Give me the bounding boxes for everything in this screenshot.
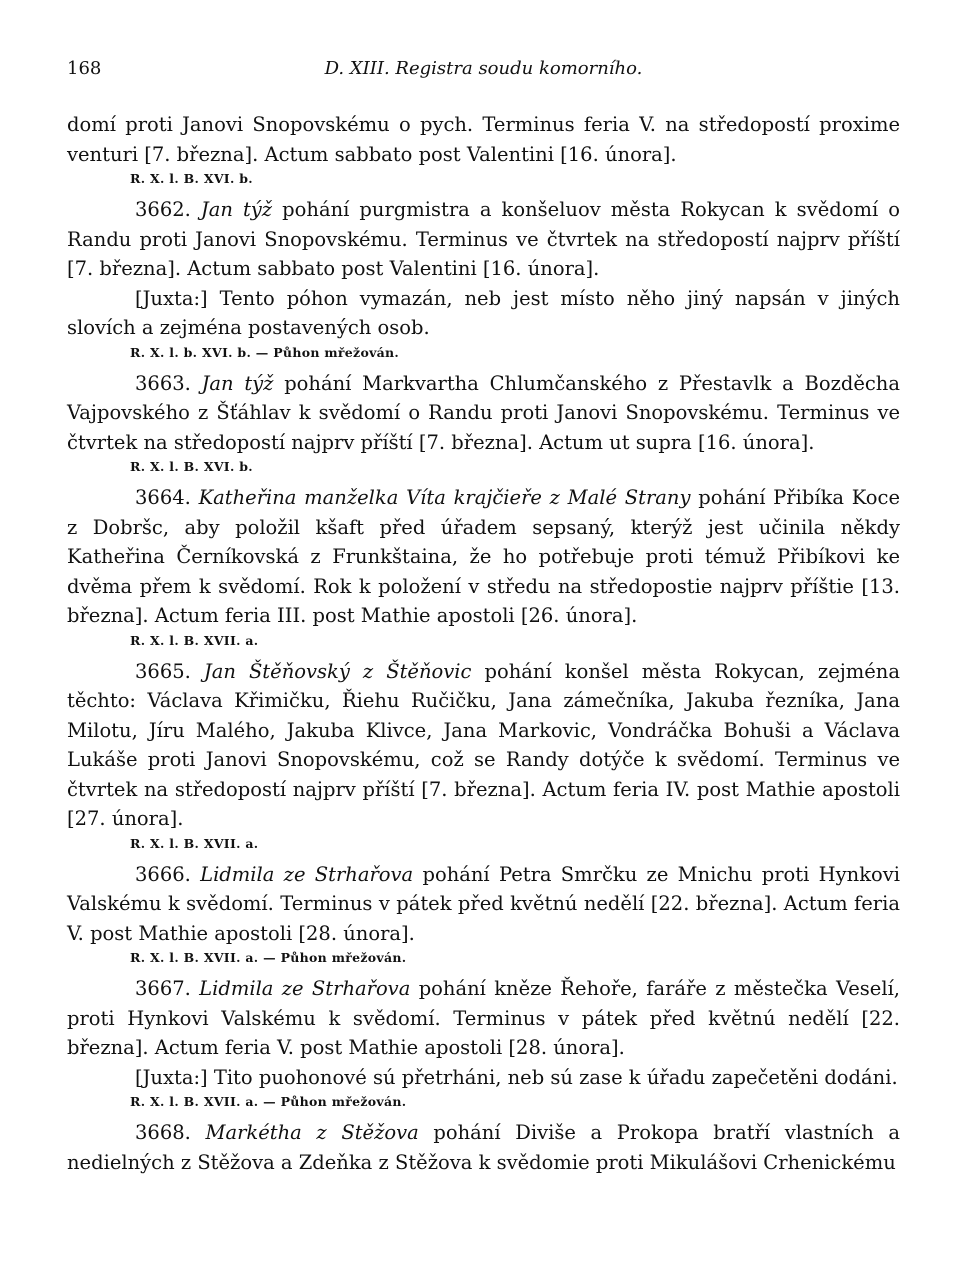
entry-name: Lidmila ze Strhařova <box>199 977 411 1000</box>
entry-juxta: [Juxta:] Tito puohonové sú přetrháni, neb sú zase k úřadu zapečetěni dodáni. <box>135 1065 898 1089</box>
entry-number: 3668. <box>135 1121 191 1144</box>
entry-3666 <box>67 860 900 969</box>
entry-text: pohání purgmistra a konšeluov města Rokycan k svědomí o Randu proti Janovi Snopovskému. Terminus ve čtvrtek na středopostí najprv příští [7. března]. Actum sabbato post Valentini [16. února]. <box>67 198 900 280</box>
entry-reference: R. X. l. B. XVII. a. <box>130 632 259 648</box>
entry-number: 3667. <box>135 977 191 1000</box>
entry-reference: R. X. l. b. XVI. b. — Půhon mřežován. <box>130 344 400 360</box>
entry-name: Jan týž <box>201 371 274 395</box>
entry-name: Jan Štěňovský z Štěňovic <box>203 659 472 683</box>
entry-number: 3665. <box>135 659 191 683</box>
entry-number: 3666. <box>135 862 191 886</box>
intro-reference: R. X. l. B. XVI. b. <box>130 171 253 186</box>
entry-3663 <box>67 369 900 478</box>
intro-paragraph: domí proti Janovi Snopovskému o pych. Terminus feria V. na středopostí proxime venturi [7. března]. Actum sabbato post Valentini [16. února]. <box>67 113 900 166</box>
entry-3667 <box>67 974 900 1112</box>
document-body <box>67 110 900 1177</box>
page-number: 168 <box>67 58 102 79</box>
entry-number: 3662. <box>135 198 191 221</box>
entry-paragraph <box>67 657 900 834</box>
entry-reference: R. X. l. B. XVII. a. — Půhon mřežován. <box>130 950 407 965</box>
entry-reference: R. X. l. B. XVII. a. — Půhon mřežován. <box>130 1094 407 1109</box>
entry-name: Jan týž <box>200 198 273 221</box>
entry-juxta: [Juxta:] Tento póhon vymazán, neb jest místo něho jiný napsán v jiných slovích a zejména postavených osob. <box>67 286 900 339</box>
entry-3662 <box>67 195 900 363</box>
entry-paragraph <box>67 860 900 949</box>
entry-3668 <box>67 1118 900 1177</box>
entry-paragraph <box>67 974 900 1063</box>
entry-number: 3664. <box>135 486 191 509</box>
entry-number: 3663. <box>135 371 191 395</box>
entry-text: pohání Petra Smrčku ze Mnichu proti Hynkovi Valskému k svědomí. Terminus v pátek před květnú nedělí [22. března]. Actum feria V. post Mathie apostoli [28. února]. <box>67 862 901 945</box>
entry-name: Markétha z Stěžova <box>205 1121 419 1144</box>
entry-name: Lidmila ze Strhařova <box>200 862 414 886</box>
entry-paragraph <box>67 369 900 458</box>
entry-paragraph <box>67 195 900 284</box>
entry-3664 <box>67 483 900 651</box>
page-header <box>67 58 900 92</box>
entry-text: pohání konšel města Rokycan, zejména těchto: Václava Křimičku, Řiehu Ručičku, Jana zámečníka, Jakuba řezníka, Jana Milotu, Jíru Malého, Jakuba Klivce, Jana Markovic, Vondráčka Bohuši a Václava Lukáše proti Janovi Snopovskému, což se Randy dotýče k svědomí. Terminus ve čtvrtek na středopostí najprv příští [7. března]. Actum feria IV. post Mathie apostoli [27. února]. <box>67 659 900 830</box>
entry-reference: R. X. l. B. XVI. b. <box>130 459 253 474</box>
entry-paragraph <box>67 1118 900 1177</box>
entry-text: pohání Markvartha Chlumčanského z Přestavlk a Bozděcha Vajpovského z Šťáhlav k svědomí o Randu proti Janovi Snopovskému. Terminus ve čtvrtek na středopostí najprv příští [7. března]. Actum ut supra [16. února]. <box>67 371 900 454</box>
entry-reference: R. X. l. B. XVII. a. <box>130 835 259 851</box>
running-title: D. XIII. Registra soudu komorního. <box>324 58 643 79</box>
entry-paragraph <box>67 483 900 631</box>
entry-3665 <box>67 657 900 854</box>
entry-name: Katheřina manželka Víta krajčieře z Malé Strany <box>198 486 691 509</box>
entry-text: pohání Přibíka Koce z Dobršc, aby položil kšaft před úřadem sepsaný, kterýž jest učinila někdy Katheřina Černíkovská z Frunkštaina, že ho potřebuje proti témuž Přibíkovi ke dvěma přem k svědomí. Rok k položení v středu na středopostie najprv příštie [13. března]. Actum feria III. post Mathie apostoli [26. února]. <box>67 486 900 627</box>
entry-text: pohání kněze Řehoře, faráře z městečka Veselí, proti Hynkovi Valskému k svědomí. Terminus v pátek před květnú nedělí [22. března]. Actum feria V. post Mathie apostoli [28. února]. <box>67 977 900 1059</box>
entry-text: pohání Diviše a Prokopa bratří vlastních a nedielných z Stěžova a Zdeňka z Stěžova k svědomie proti Mikulášovi Crhenickému <box>67 1121 901 1174</box>
